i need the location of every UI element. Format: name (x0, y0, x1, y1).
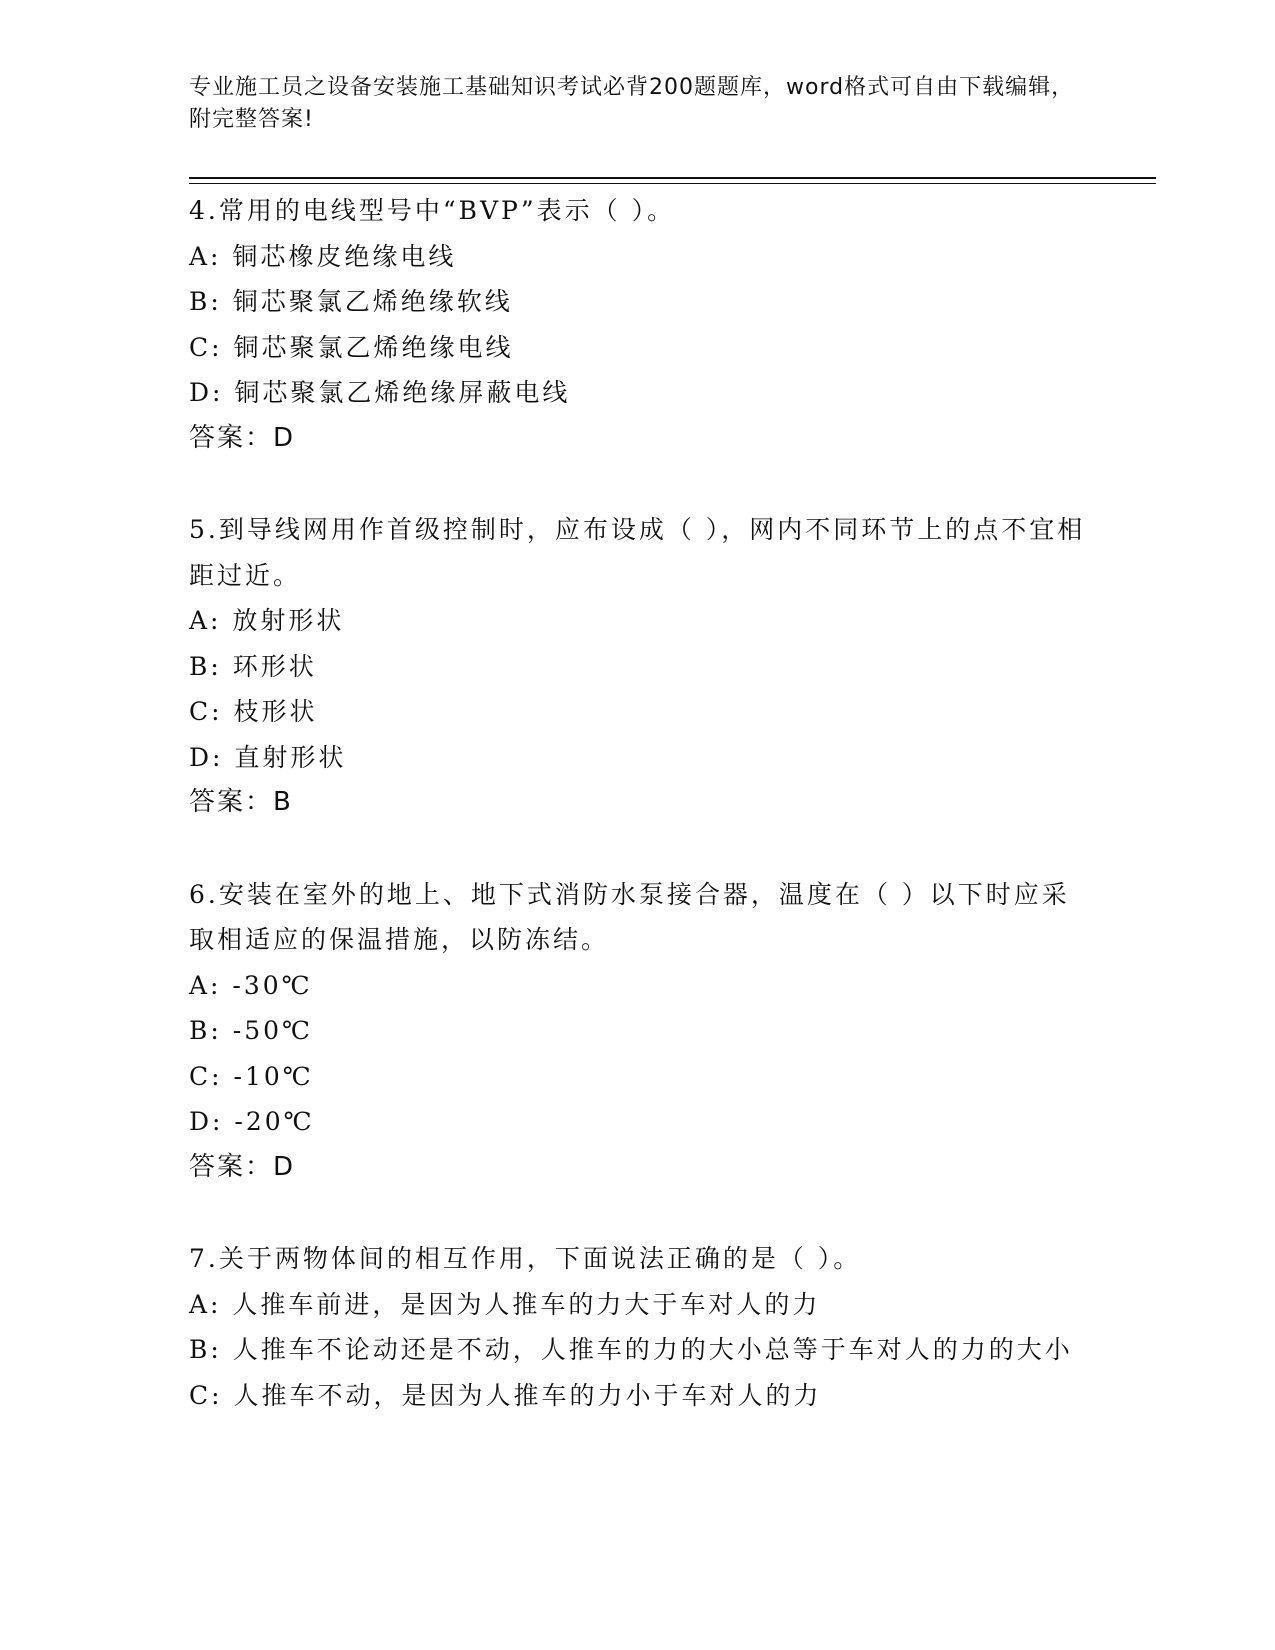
option-c: C: 人推车不动，是因为人推车的力小于车对人的力 (189, 1380, 822, 1410)
answer-label: 答案：D (189, 1151, 296, 1182)
question-4 (189, 188, 1089, 461)
question-6 (189, 872, 1089, 1191)
option-a: A: 放射形状 (189, 606, 345, 635)
option-c: C: -10℃ (189, 1061, 314, 1091)
header-divider-thick (189, 177, 1156, 179)
option-c: C: 铜芯聚氯乙烯绝缘电线 (189, 332, 514, 362)
question-5 (189, 507, 1089, 826)
option-a: A: 铜芯橡皮绝缘电线 (189, 241, 457, 271)
option-a: A: -30℃ (189, 970, 313, 1000)
option-a: A: 人推车前进，是因为人推车的力大于车对人的力 (189, 1289, 821, 1319)
option-d: D: -20℃ (189, 1107, 315, 1136)
option-d: D: 直射形状 (189, 742, 347, 772)
option-c: C: 枝形状 (189, 697, 318, 726)
question-stem: 6.安装在室外的地上、地下式消防水泵接合器，温度在（ ）以下时应采取相适应的保温措施，以防冻结。 (189, 879, 1070, 954)
question-list (189, 188, 1089, 1464)
answer-label: 答案：B (189, 787, 293, 817)
question-stem: 5.到导线网用作首级控制时，应布设成（ ），网内不同环节上的点不宜相距过近。 (189, 515, 1086, 590)
question-stem: 4.常用的电线型号中“BVP”表示（ ）。 (189, 196, 676, 225)
option-b: B: 环形状 (189, 651, 317, 681)
option-b: B: 人推车不论动还是不动，人推车的力的大小总等于车对人的力的大小 (189, 1335, 1073, 1364)
option-b: B: 铜芯聚氯乙烯绝缘软线 (189, 287, 513, 316)
option-b: B: -50℃ (189, 1016, 313, 1045)
answer-label: 答案：D (189, 422, 296, 453)
header-divider-thin (189, 183, 1156, 184)
question-7 (189, 1236, 1089, 1418)
option-d: D: 铜芯聚氯乙烯绝缘屏蔽电线 (189, 378, 571, 407)
question-stem: 7.关于两物体间的相互作用，下面说法正确的是（ ）。 (189, 1244, 862, 1273)
document-header-title: 专业施工员之设备安装施工基础知识考试必背200题题库，word格式可自由下载编辑，附完整答案! (189, 75, 1075, 132)
